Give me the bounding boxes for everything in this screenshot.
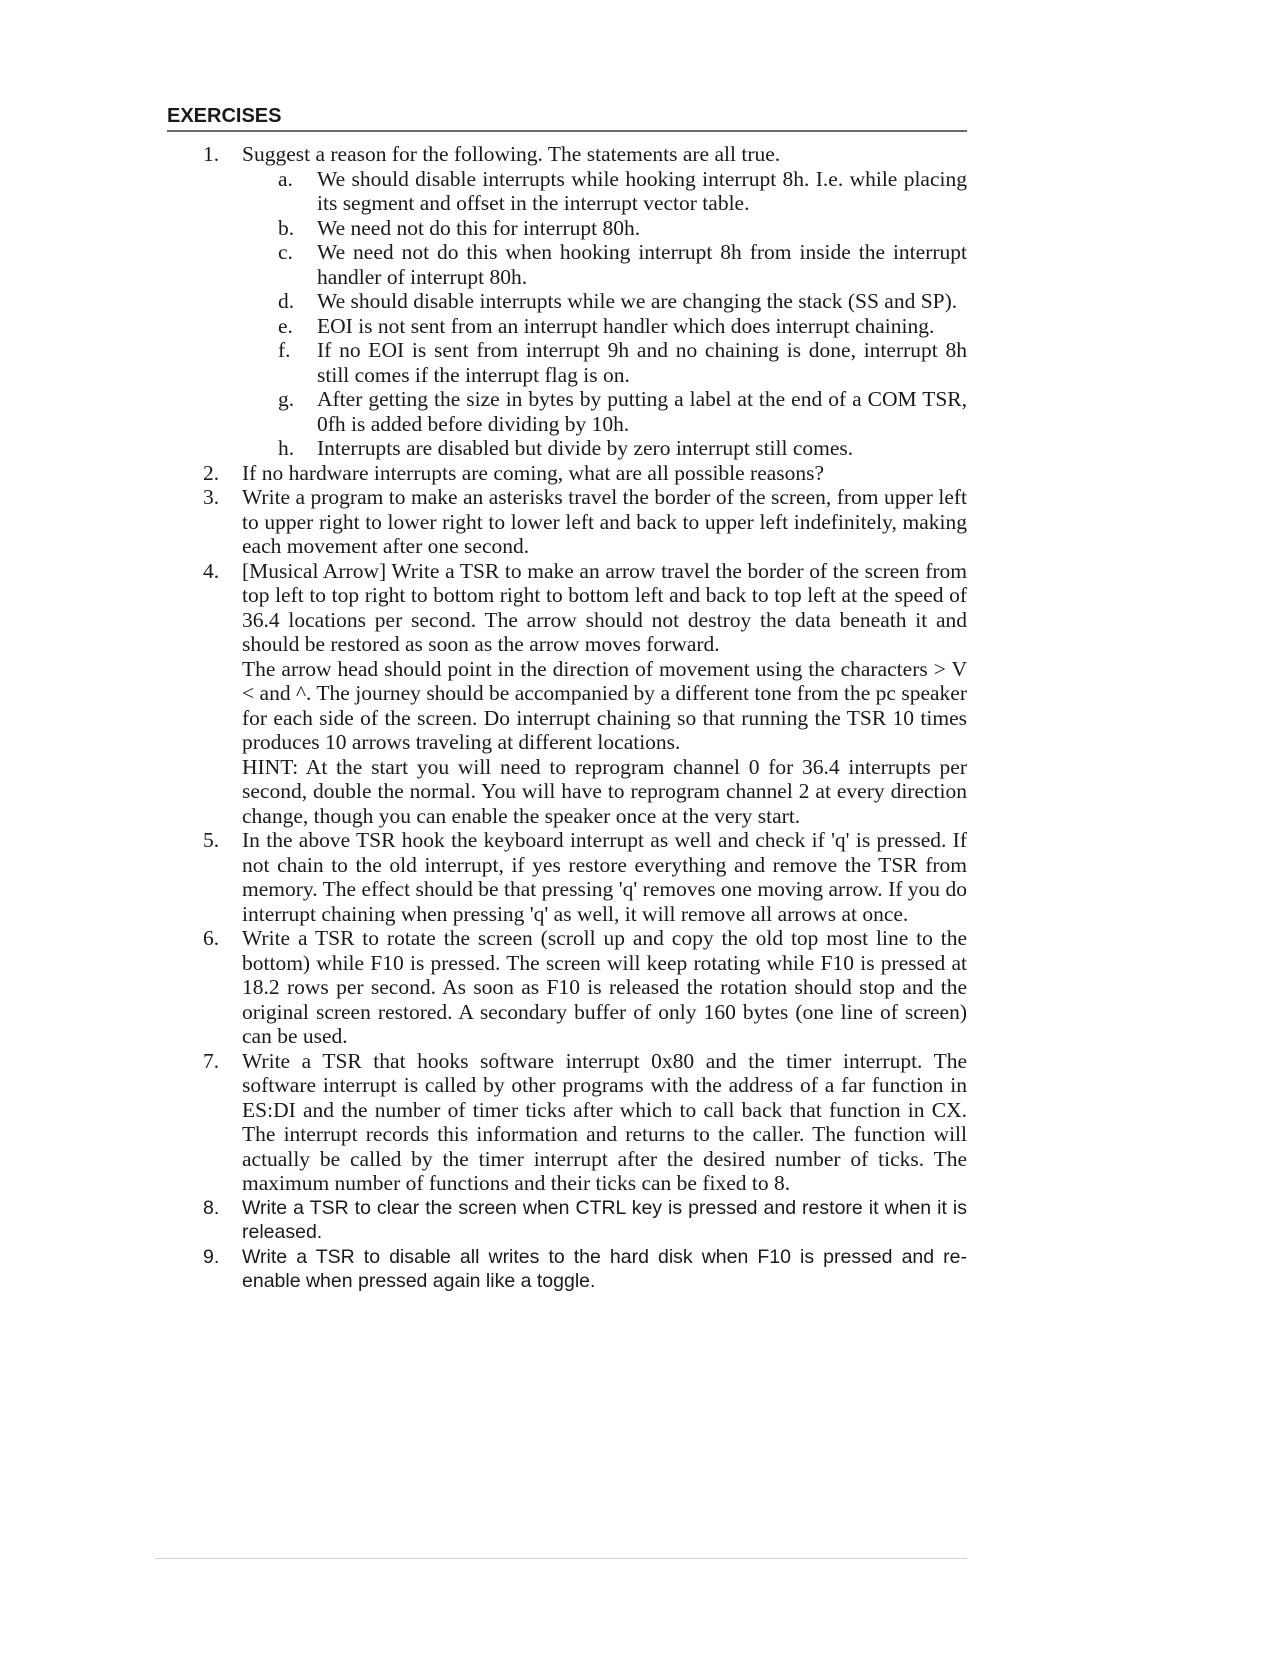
sub-question-g xyxy=(242,387,967,436)
exercise-item-6 xyxy=(167,926,967,1049)
exercise-number: 8. xyxy=(203,1196,220,1219)
exercise-item-5 xyxy=(167,828,967,926)
exercise-number: 6. xyxy=(203,926,220,950)
sub-question-h xyxy=(242,436,967,461)
sub-question-f xyxy=(242,338,967,387)
exercise-text: Write a TSR to rotate the screen (scroll up and copy the old top most line to the bottom) while F10 is pressed. The screen will keep rotating while F10 is pressed at 18.2 rows per second. As soon as F10 is released the rotation should stop and the original screen restored. A secondary buffer of only 160 bytes (one line of screen) can be used. xyxy=(242,926,967,1048)
exercise-number: 1. xyxy=(203,142,220,166)
sub-question-text: EOI is not sent from an interrupt handler which does interrupt chaining. xyxy=(317,313,935,338)
exercise-paragraph: The arrow head should point in the direction of movement using the characters > V < and ^. The journey should be accompanied by a different tone from the pc speaker for each side of the screen. Do interrupt chaining so that running the TSR 10 times produces 10 arrows traveling at different locations. xyxy=(242,656,967,754)
exercise-text: Write a program to make an asterisks travel the border of the screen, from upper left to upper right to lower right to lower left and back to upper left indefinitely, making each movement after one second. xyxy=(242,485,967,558)
exercise-item-3 xyxy=(167,485,967,559)
exercise-paragraph: [Musical Arrow] Write a TSR to make an arrow travel the border of the screen from top left to top right to bottom right to bottom left and back to top left at the speed of 36.4 locations per second. The arrow should not destroy the data beneath it and should be restored as soon as the arrow moves forward. xyxy=(242,558,967,656)
exercise-hint: HINT: At the start you will need to reprogram channel 0 for 36.4 interrupts per second, double the normal. You will have to reprogram channel 2 at every direction change, though you can enable the speaker once at the very start. xyxy=(242,754,967,828)
sub-question-letter: g. xyxy=(278,387,295,411)
sub-question-letter: a. xyxy=(278,166,293,191)
exercise-number: 4. xyxy=(203,558,220,583)
exercise-number: 9. xyxy=(203,1245,220,1268)
sub-question-a xyxy=(242,167,967,216)
sub-question-letter: e. xyxy=(278,313,293,338)
exercise-item-7 xyxy=(167,1049,967,1196)
exercise-number: 7. xyxy=(203,1048,220,1073)
sub-question-letter: b. xyxy=(278,215,295,240)
exercise-text: Write a TSR to clear the screen when CTRL key is pressed and restore it when it is released. xyxy=(242,1196,967,1243)
exercise-number: 2. xyxy=(203,460,220,485)
exercise-item-2 xyxy=(167,461,967,486)
sub-question-text: After getting the size in bytes by putting a label at the end of a COM TSR, 0fh is added before dividing by 10h. xyxy=(317,387,967,436)
exercise-item-8 xyxy=(167,1196,967,1245)
exercise-list xyxy=(167,142,967,1294)
sub-question-e xyxy=(242,314,967,339)
sub-question-text: We should disable interrupts while hooking interrupt 8h. I.e. while placing its segment and offset in the interrupt vector table. xyxy=(317,166,967,215)
exercise-item-1 xyxy=(167,142,967,461)
section-heading: EXERCISES xyxy=(167,104,967,132)
sub-question-text: Interrupts are disabled but divide by zero interrupt still comes. xyxy=(317,436,854,460)
sub-question-letter: d. xyxy=(278,289,295,313)
footer-divider xyxy=(155,1558,967,1559)
sub-question-text: We should disable interrupts while we are changing the stack (SS and SP). xyxy=(317,289,958,313)
sub-question-letter: c. xyxy=(278,240,293,264)
exercise-number: 5. xyxy=(203,828,220,852)
exercise-text: Suggest a reason for the following. The statements are all true. xyxy=(242,142,781,166)
exercise-text: Write a TSR to disable all writes to the hard disk when F10 is pressed and re-enable when pressed again like a toggle. xyxy=(242,1245,967,1292)
sub-question-c xyxy=(242,240,967,289)
exercise-text: In the above TSR hook the keyboard interrupt as well and check if 'q' is pressed. If not chain to the old interrupt, if yes restore everything and remove the TSR from memory. The effect should be that pressing 'q' removes one moving arrow. If you do interrupt chaining when pressing 'q' as well, it will remove all arrows at once. xyxy=(242,828,967,926)
sub-question-text: We need not do this when hooking interrupt 8h from inside the interrupt handler of interrupt 80h. xyxy=(317,240,967,289)
sub-question-text: We need not do this for interrupt 80h. xyxy=(317,215,641,240)
exercise-text: If no hardware interrupts are coming, what are all possible reasons? xyxy=(242,460,825,485)
sub-question-letter: f. xyxy=(278,338,291,362)
sub-question-d xyxy=(242,289,967,314)
exercise-item-4 xyxy=(167,559,967,829)
exercise-text: Write a TSR that hooks software interrupt 0x80 and the timer interrupt. The software interrupt is called by other programs with the address of a far function in ES:DI and the number of timer ticks after which to call back that function in CX. The interrupt records this information and returns to the caller. The function will actually be called by the timer interrupt after the desired number of ticks. The maximum number of functions and their ticks can be fixed to 8. xyxy=(242,1048,967,1195)
sub-question-list xyxy=(242,167,967,461)
sub-question-letter: h. xyxy=(278,436,295,460)
exercise-item-9 xyxy=(167,1245,967,1294)
exercise-number: 3. xyxy=(203,485,220,509)
sub-question-b xyxy=(242,216,967,241)
sub-question-text: If no EOI is sent from interrupt 9h and no chaining is done, interrupt 8h still comes if the interrupt flag is on. xyxy=(317,338,967,387)
exercises-page xyxy=(167,104,967,1294)
